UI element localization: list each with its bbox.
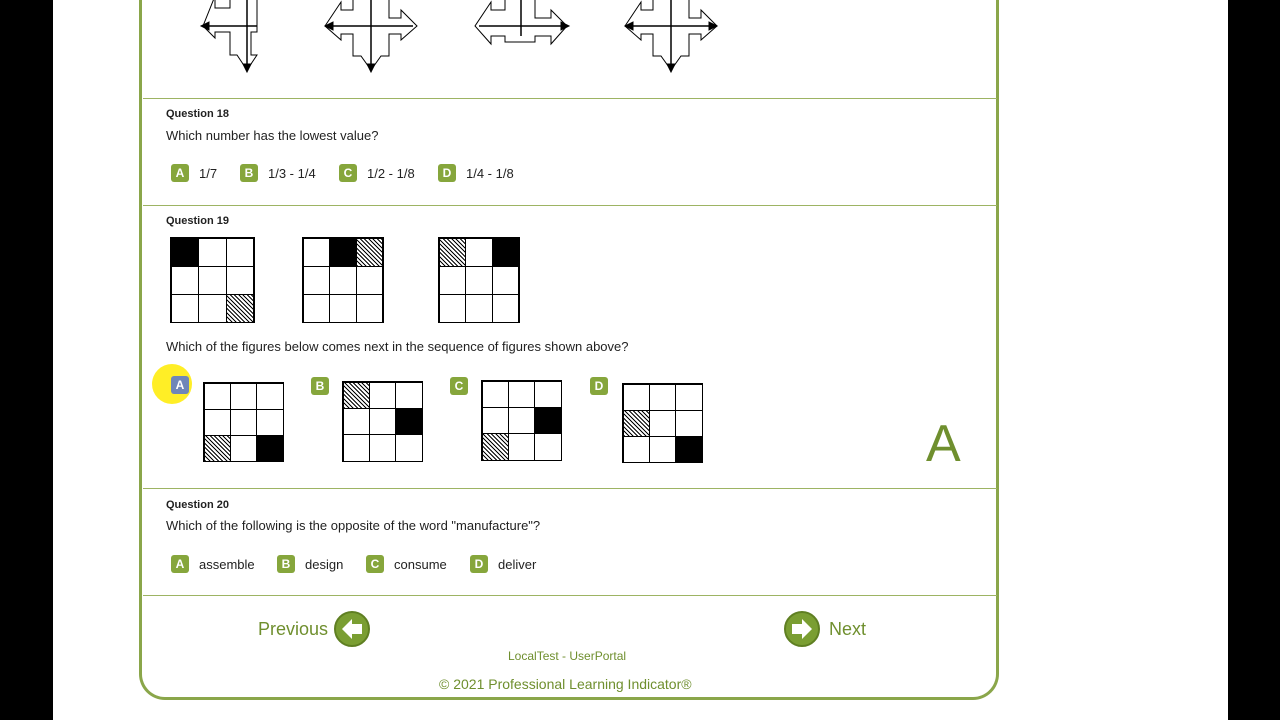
q18-option-a[interactable]	[171, 164, 217, 182]
question-19-label: Question 19	[166, 215, 229, 227]
option-badge: B	[277, 555, 295, 573]
option-text: consume	[394, 556, 447, 572]
arrow-right-icon	[786, 613, 818, 645]
next-label[interactable]: Next	[829, 619, 867, 639]
option-badge: A	[171, 555, 189, 573]
option-badge: D	[438, 164, 456, 182]
question-18-text: Which number has the lowest value?	[166, 128, 379, 143]
q18-option-b[interactable]	[240, 164, 316, 182]
q19-sequence-figure-3	[438, 237, 520, 323]
q20-option-d[interactable]	[470, 555, 536, 573]
q18-option-c[interactable]	[339, 164, 415, 182]
option-text: 1/7	[199, 165, 218, 181]
q19-option-c-figure[interactable]	[481, 380, 562, 461]
previous-button[interactable]	[334, 611, 370, 647]
question-20-text: Which of the following is the opposite of the word "manufacture"?	[166, 518, 541, 533]
q19-option-d-badge[interactable]: D	[590, 377, 608, 395]
q17-figures	[195, 0, 725, 80]
footer-link[interactable]: LocalTest - UserPortal	[508, 649, 627, 663]
divider	[143, 98, 997, 99]
question-19-text: Which of the figures below comes next in the sequence of figures shown above?	[166, 339, 629, 354]
option-badge: A	[171, 164, 189, 182]
q17-figure-4	[625, 0, 717, 72]
q20-option-b[interactable]	[277, 555, 343, 573]
question-20-label: Question 20	[166, 499, 229, 511]
q19-option-b-badge[interactable]: B	[311, 377, 329, 395]
q19-option-b-figure[interactable]	[342, 381, 423, 462]
q19-option-a-badge[interactable]: A	[171, 376, 189, 394]
option-text: deliver	[498, 556, 537, 572]
option-text: 1/2 - 1/8	[367, 165, 415, 181]
q19-sequence-figure-2	[302, 237, 384, 323]
next-button[interactable]	[784, 611, 820, 647]
option-badge: B	[240, 164, 258, 182]
q19-option-d-figure[interactable]	[622, 383, 703, 463]
q20-option-a[interactable]	[171, 555, 255, 573]
copyright: © 2021 Professional Learning Indicator®	[439, 676, 692, 692]
divider	[143, 205, 997, 206]
q18-option-d[interactable]	[438, 164, 514, 182]
q17-figure-2	[325, 0, 417, 72]
question-18-label: Question 18	[166, 108, 229, 120]
option-text: 1/4 - 1/8	[466, 165, 514, 181]
q19-option-a-figure[interactable]	[203, 382, 284, 462]
divider	[143, 595, 997, 596]
arrow-left-icon	[336, 613, 368, 645]
previous-label[interactable]: Previous	[258, 619, 329, 639]
answer-indicator: A	[926, 415, 961, 473]
q19-option-c-badge[interactable]: C	[450, 377, 468, 395]
option-text: assemble	[199, 556, 255, 572]
option-text: design	[305, 556, 344, 572]
option-badge: C	[339, 164, 357, 182]
q17-figure-3	[475, 0, 569, 44]
divider	[143, 488, 997, 489]
option-text: 1/3 - 1/4	[268, 165, 316, 181]
q17-figure-1	[201, 0, 257, 72]
q20-option-c[interactable]	[366, 555, 447, 573]
q19-sequence-figure-1	[170, 237, 255, 323]
option-badge: C	[366, 555, 384, 573]
option-badge: D	[470, 555, 488, 573]
